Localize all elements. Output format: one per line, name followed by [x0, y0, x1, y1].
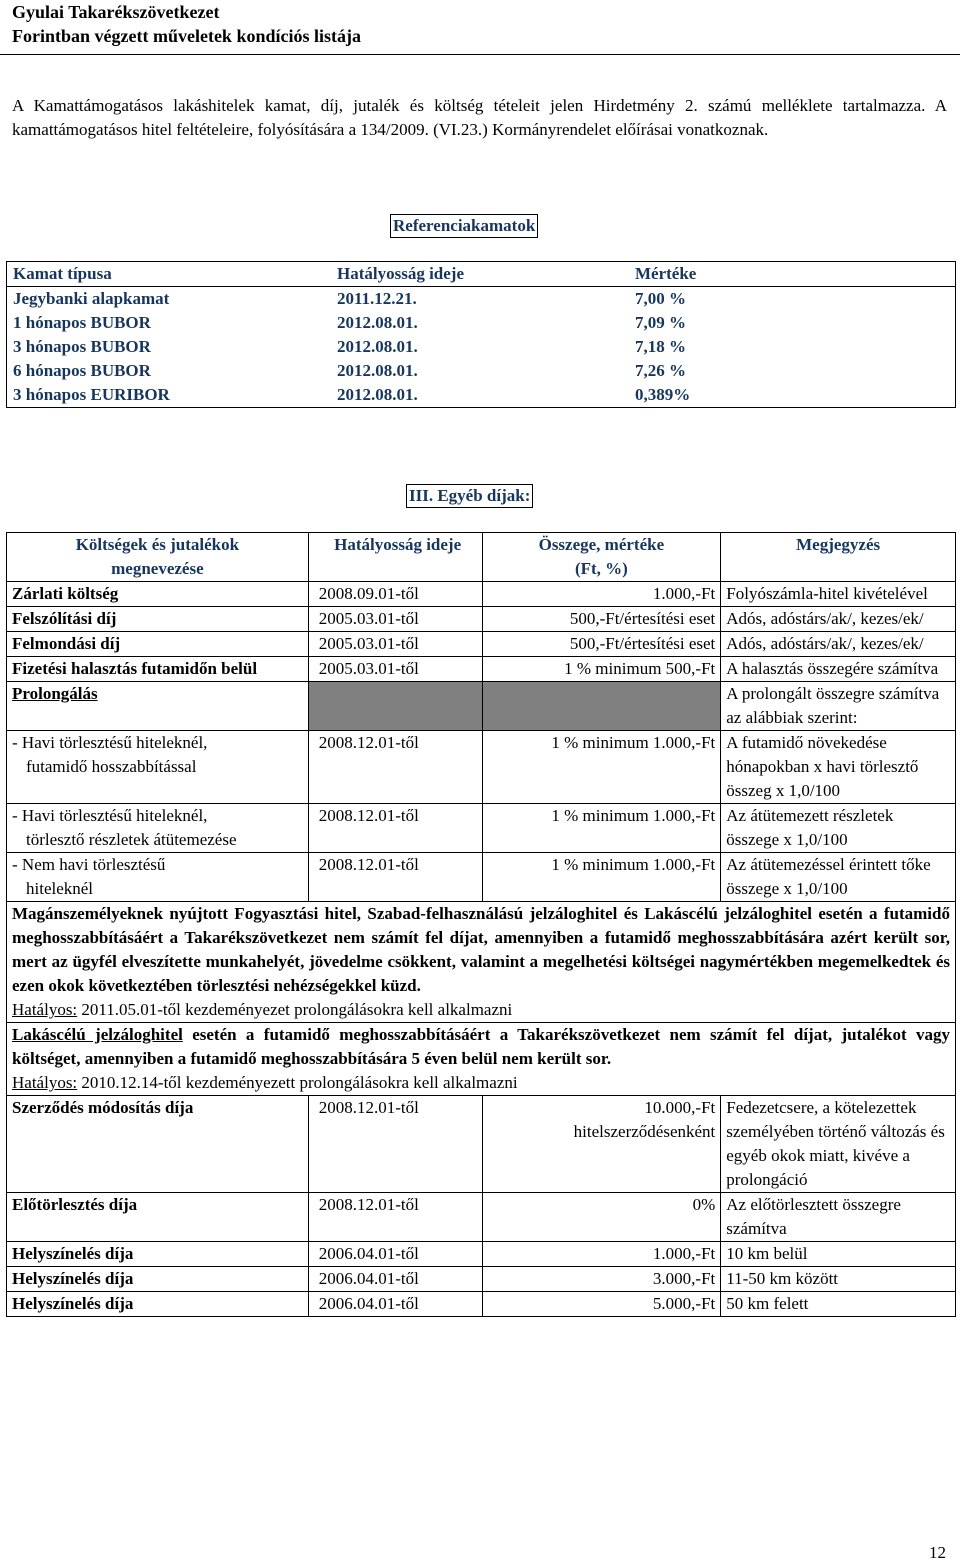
mortgage-paragraph: Lakáscélú jelzáloghitel esetén a futamidő meghosszabbításáért a Takarékszövetkezet nem számít fel díjat, jutalékot vagy költséget, amennyiben a futamidő meghosszabbítására 5 éven belül nem került sor. — [12, 1025, 950, 1068]
table-row — [7, 311, 956, 335]
fees-table — [6, 532, 956, 1317]
fee-amount: 3.000,-Ft — [482, 1267, 721, 1292]
rate-type: Jegybanki alapkamat — [13, 289, 170, 308]
table-row — [7, 1242, 956, 1267]
reference-rates-table — [6, 261, 956, 408]
fee-name: - Havi törlesztésű hiteleknél, futamidő hosszabbítással — [7, 731, 309, 804]
rate-type: 3 hónapos EURIBOR — [13, 385, 170, 404]
table-row — [7, 383, 956, 408]
fee-amount: 5.000,-Ft — [482, 1292, 721, 1317]
rate-date: 2012.08.01. — [337, 361, 418, 380]
fee-note: 50 km felett — [721, 1292, 956, 1317]
table-row — [7, 804, 956, 853]
mortgage-note — [7, 1023, 956, 1096]
table-row — [7, 632, 956, 657]
bank-name: Gyulai Takarékszövetkezet — [12, 2, 220, 22]
header-cell: Költségek és jutalékok megnevezése — [7, 533, 309, 582]
rate-type: 1 hónapos BUBOR — [13, 313, 151, 332]
header-cell: Hatályosság ideje — [308, 533, 482, 582]
table-row — [7, 1267, 956, 1292]
header-cell: Összege, mértéke (Ft, %) — [482, 533, 721, 582]
effective-line: Hatályos: 2010.12.14-től kezdeményezett prolongálásokra kell alkalmazni — [12, 1073, 518, 1092]
table-row — [7, 682, 956, 731]
header-cell: Megjegyzés — [721, 533, 956, 582]
reference-rates-title: Referenciakamatok — [390, 214, 538, 238]
table-row — [7, 335, 956, 359]
fee-note: Az átütemezett részletek összege x 1,0/100 — [721, 804, 956, 853]
fee-amount: 1.000,-Ft — [482, 582, 721, 607]
table-row — [7, 287, 956, 312]
rate-type: 6 hónapos BUBOR — [13, 361, 151, 380]
table-row — [7, 902, 956, 1023]
table-row — [7, 359, 956, 383]
rate-value: 0,389% — [635, 385, 691, 404]
fee-amount: 500,-Ft/értesítési eset — [482, 607, 721, 632]
fee-note: Adós, adóstárs/ak/, kezes/ek/ — [721, 632, 956, 657]
fee-date: 2006.04.01-től — [308, 1267, 482, 1292]
fee-date: 2005.03.01-től — [308, 607, 482, 632]
fee-note: Az átütemezéssel érintett tőke összege x 1,0/100 — [721, 853, 956, 902]
fee-amount: 0% — [482, 1193, 721, 1242]
fee-date: 2008.12.01-től — [308, 853, 482, 902]
fee-name: Szerződés módosítás díja — [7, 1096, 309, 1193]
fee-date: 2008.12.01-től — [308, 1096, 482, 1193]
fee-note: 10 km belül — [721, 1242, 956, 1267]
header-cell: Mértéke — [629, 262, 956, 287]
rate-date: 2011.12.21. — [337, 289, 417, 308]
fee-name: Helyszínelés díja — [7, 1242, 309, 1267]
section-title: III. Egyéb díjak: — [406, 484, 533, 508]
table-row — [7, 1096, 956, 1193]
fee-name: Helyszínelés díja — [7, 1267, 309, 1292]
fee-amount: 1 % minimum 500,-Ft — [482, 657, 721, 682]
prolongation-note — [7, 902, 956, 1023]
fee-date: 2005.03.01-től — [308, 657, 482, 682]
table-row — [7, 607, 956, 632]
page-number: 12 — [929, 1543, 946, 1562]
prolongation-paragraph: Magánszemélyeknek nyújtott Fogyasztási hitel, Szabad-felhasználású jelzáloghitel és Lakáscélú jelzáloghitel esetén a futamidő meghosszabbításáért a Takarékszövetkezet nem számít fel díjat, amennyiben a futamidő meghosszabbítására azért került sor, mert az ügyfél elveszítette munkahelyét, jövedelme csökkent, valamint a megelhetési költségei nagymértékben megemelkedtek és ezen okok következtében törlesztési nehézségekkel küzd. — [12, 904, 950, 995]
fee-date: 2008.09.01-től — [308, 582, 482, 607]
fee-amount: 10.000,-Ft hitelszerződésenként — [482, 1096, 721, 1193]
greyed-cell — [482, 682, 721, 731]
fee-amount: 1.000,-Ft — [482, 1242, 721, 1267]
rate-date: 2012.08.01. — [337, 313, 418, 332]
fee-date: 2008.12.01-től — [308, 804, 482, 853]
rate-value: 7,26 % — [635, 361, 686, 380]
fee-note: 11-50 km között — [721, 1267, 956, 1292]
fee-date: 2008.12.01-től — [308, 1193, 482, 1242]
rate-value: 7,00 % — [635, 289, 686, 308]
fee-name: - Havi törlesztésű hiteleknél, törlesztő részletek átütemezése — [7, 804, 309, 853]
header-cell: Hatályosság ideje — [331, 262, 629, 287]
fee-name: Fizetési halasztás futamidőn belül — [7, 657, 309, 682]
fee-amount: 500,-Ft/értesítési eset — [482, 632, 721, 657]
fee-note: Adós, adóstárs/ak/, kezes/ek/ — [721, 607, 956, 632]
fee-name: - Nem havi törlesztésű hiteleknél — [7, 853, 309, 902]
fee-date: 2008.12.01-től — [308, 731, 482, 804]
greyed-cell — [308, 682, 482, 731]
fee-amount: 1 % minimum 1.000,-Ft — [482, 731, 721, 804]
document-header — [12, 0, 361, 48]
fee-amount: 1 % minimum 1.000,-Ft — [482, 804, 721, 853]
fee-name: Felszólítási díj — [7, 607, 309, 632]
fee-amount: 1 % minimum 1.000,-Ft — [482, 853, 721, 902]
rate-value: 7,18 % — [635, 337, 686, 356]
effective-line: Hatályos: 2011.05.01-től kezdeményezet prolongálásokra kell alkalmazni — [12, 1000, 513, 1019]
table-header-row — [7, 262, 956, 287]
fee-name: Zárlati költség — [7, 582, 309, 607]
table-row — [7, 731, 956, 804]
table-row — [7, 582, 956, 607]
fee-note: Az előtörlesztett összegre számítva — [721, 1193, 956, 1242]
rate-date: 2012.08.01. — [337, 385, 418, 404]
table-row — [7, 1193, 956, 1242]
intro-paragraph: A Kamattámogatásos lakáshitelek kamat, díj, jutalék és költség tételeit jelen Hirdetmény 2. számú melléklete tartalmazza. A kamattámogatásos hitel feltételeire, folyósítására a 134/2009. (VI.23.) Kormányrendelet előírásai vonatkoznak. — [12, 96, 947, 139]
fee-note: A halasztás összegére számítva — [721, 657, 956, 682]
rate-date: 2012.08.01. — [337, 337, 418, 356]
fee-name: Prolongálás — [7, 682, 309, 731]
fee-date: 2006.04.01-től — [308, 1242, 482, 1267]
fee-note: A prolongált összegre számítva az alábbiak szerint: — [721, 682, 956, 731]
fee-date: 2006.04.01-től — [308, 1292, 482, 1317]
table-row — [7, 1292, 956, 1317]
table-header-row — [7, 533, 956, 582]
fee-name: Előtörlesztés díja — [7, 1193, 309, 1242]
table-row — [7, 657, 956, 682]
fee-note: Fedezetcsere, a kötelezettek személyében történő változás és egyéb okok miatt, kivéve a prolongáció — [721, 1096, 956, 1193]
header-cell: Kamat típusa — [7, 262, 332, 287]
fee-name: Felmondási díj — [7, 632, 309, 657]
fee-note: Folyószámla-hitel kivételével — [721, 582, 956, 607]
fee-note: A futamidő növekedése hónapokban x havi törlesztő összeg x 1,0/100 — [721, 731, 956, 804]
header-rule — [0, 54, 960, 55]
table-row — [7, 1023, 956, 1096]
rate-type: 3 hónapos BUBOR — [13, 337, 151, 356]
fee-date: 2005.03.01-től — [308, 632, 482, 657]
fee-name: Helyszínelés díja — [7, 1292, 309, 1317]
rate-value: 7,09 % — [635, 313, 686, 332]
table-row — [7, 853, 956, 902]
document-title: Forintban végzett műveletek kondíciós listája — [12, 26, 361, 46]
